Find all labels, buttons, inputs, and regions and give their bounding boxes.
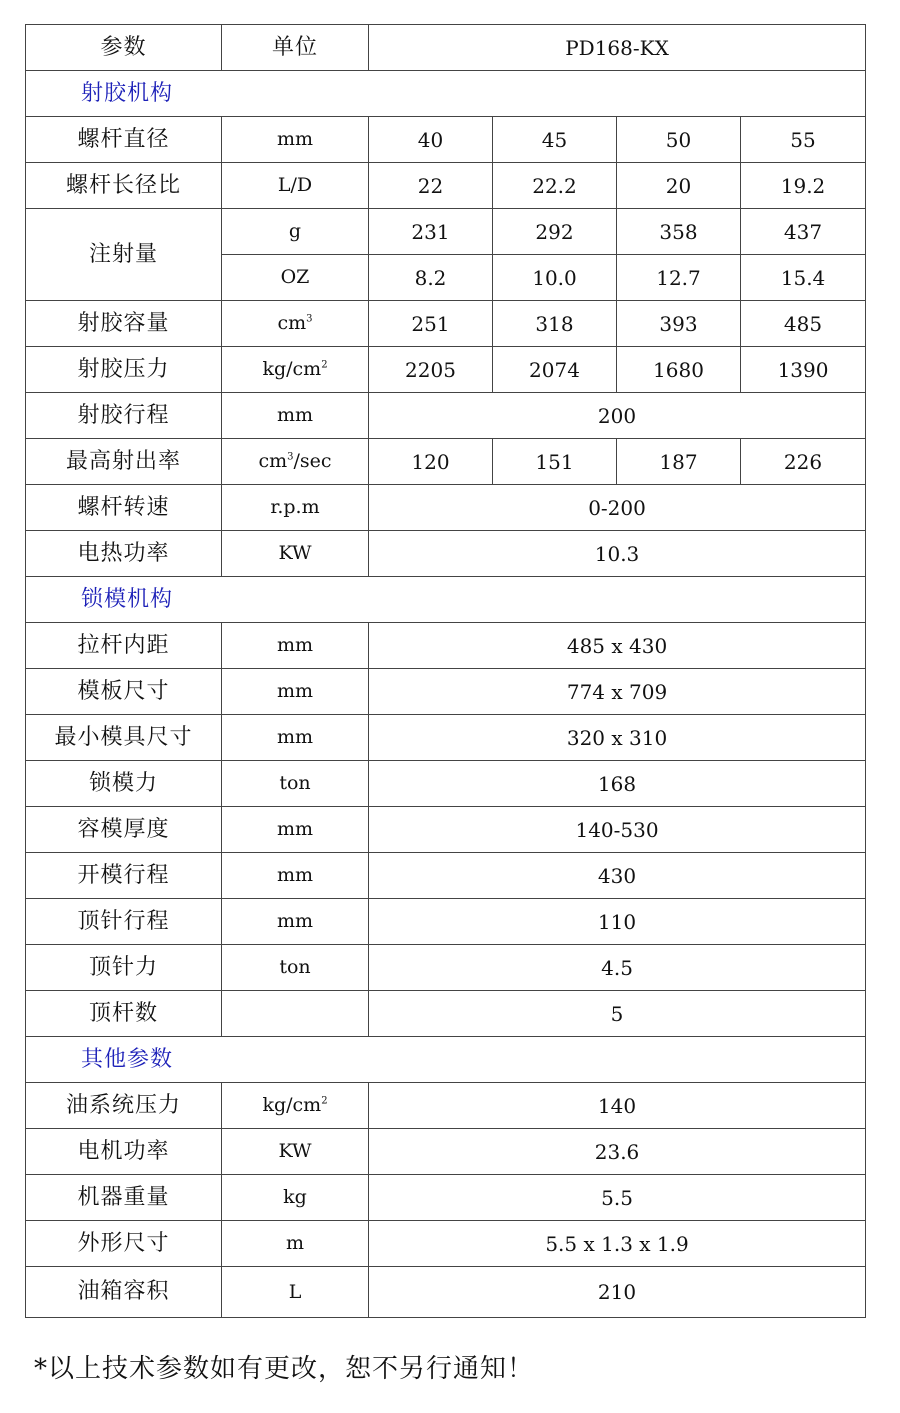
param-unit: r.p.m [222,485,369,531]
unit-base: kg/cm [262,1094,322,1116]
param-name: 外形尺寸 [26,1221,222,1267]
spec-table [25,24,866,1318]
param-value: 5.5 x 1.3 x 1.9 [369,1221,866,1267]
param-value: 320 x 310 [369,715,866,761]
footnote: *以上技术参数如有更改，恕不另行通知！ [34,1354,535,1384]
section-title-injection: 射胶机构 [26,71,866,117]
param-name: 油箱容积 [26,1267,222,1318]
param-value: 485 x 430 [369,623,866,669]
param-value: 19.2 [741,163,866,209]
table-row [26,209,866,255]
param-value: 437 [741,209,866,255]
param-value: 251 [369,301,493,347]
table-row [26,1221,866,1267]
param-value: 168 [369,761,866,807]
param-name: 拉杆内距 [26,623,222,669]
param-value: 20 [617,163,741,209]
table-row [26,1267,866,1318]
param-value: 15.4 [741,255,866,301]
param-unit: L [222,1267,369,1318]
table-row [26,945,866,991]
param-unit [222,439,369,485]
param-value: 226 [741,439,866,485]
param-value: 774 x 709 [369,669,866,715]
unit-tail: /sec [293,450,332,472]
param-name: 射胶压力 [26,347,222,393]
unit-base: cm [277,312,307,334]
param-unit: g [222,209,369,255]
table-row [26,347,866,393]
table-row [26,807,866,853]
param-value: 45 [493,117,617,163]
section-title-other: 其他参数 [26,1037,866,1083]
param-name: 最高射出率 [26,439,222,485]
param-value: 140 [369,1083,866,1129]
table-row [26,301,866,347]
section-row-injection [26,71,866,117]
param-unit [222,991,369,1037]
table-row [26,1175,866,1221]
param-value: 40 [369,117,493,163]
table-row [26,393,866,439]
param-name: 顶杆数 [26,991,222,1037]
param-value: 318 [493,301,617,347]
param-name: 注射量 [26,209,222,301]
param-value: 1680 [617,347,741,393]
table-row [26,623,866,669]
param-name: 顶针力 [26,945,222,991]
param-value: 5 [369,991,866,1037]
param-unit: mm [222,899,369,945]
param-value: 200 [369,393,866,439]
table-row [26,117,866,163]
param-value: 110 [369,899,866,945]
param-name: 电热功率 [26,531,222,577]
param-name: 射胶容量 [26,301,222,347]
param-value: 2205 [369,347,493,393]
param-unit: mm [222,807,369,853]
param-unit: mm [222,853,369,899]
param-value: 1390 [741,347,866,393]
param-name: 射胶行程 [26,393,222,439]
param-unit: kg [222,1175,369,1221]
param-name: 锁模力 [26,761,222,807]
param-name: 螺杆直径 [26,117,222,163]
table-row [26,531,866,577]
table-row [26,439,866,485]
unit-base: cm [258,450,288,472]
param-unit: KW [222,1129,369,1175]
table-row [26,761,866,807]
param-unit: ton [222,945,369,991]
param-name: 螺杆长径比 [26,163,222,209]
param-name: 开模行程 [26,853,222,899]
param-value: 358 [617,209,741,255]
param-unit: mm [222,623,369,669]
param-value: 292 [493,209,617,255]
param-unit [222,1083,369,1129]
param-name: 顶针行程 [26,899,222,945]
unit-superscript: 2 [321,359,328,371]
param-value: 0-200 [369,485,866,531]
header-row [26,25,866,71]
param-unit: mm [222,715,369,761]
table-row [26,1129,866,1175]
param-value: 8.2 [369,255,493,301]
param-value: 485 [741,301,866,347]
table-row [26,485,866,531]
table-row [26,853,866,899]
param-value: 23.6 [369,1129,866,1175]
header-model: PD168-KX [369,25,866,71]
param-name: 油系统压力 [26,1083,222,1129]
param-unit: mm [222,669,369,715]
param-unit: mm [222,393,369,439]
param-unit: ton [222,761,369,807]
section-row-other [26,1037,866,1083]
header-param: 参数 [26,25,222,71]
param-value: 210 [369,1267,866,1318]
param-unit: mm [222,117,369,163]
param-value: 393 [617,301,741,347]
param-value: 12.7 [617,255,741,301]
section-title-clamping: 锁模机构 [26,577,866,623]
param-unit: L/D [222,163,369,209]
param-value: 120 [369,439,493,485]
param-unit: KW [222,531,369,577]
table-row [26,669,866,715]
unit-superscript: 3 [287,451,294,463]
header-unit: 单位 [222,25,369,71]
param-value: 430 [369,853,866,899]
param-unit [222,301,369,347]
param-name: 模板尺寸 [26,669,222,715]
param-value: 231 [369,209,493,255]
unit-base: kg/cm [262,358,322,380]
unit-superscript: 3 [306,313,313,325]
table-row [26,715,866,761]
param-value: 2074 [493,347,617,393]
param-value: 55 [741,117,866,163]
param-value: 50 [617,117,741,163]
param-name: 最小模具尺寸 [26,715,222,761]
param-value: 10.0 [493,255,617,301]
param-name: 电机功率 [26,1129,222,1175]
param-value: 4.5 [369,945,866,991]
param-value: 140-530 [369,807,866,853]
unit-superscript: 2 [321,1095,328,1107]
section-row-clamping [26,577,866,623]
param-value: 10.3 [369,531,866,577]
param-name: 机器重量 [26,1175,222,1221]
param-unit [222,347,369,393]
param-value: 22 [369,163,493,209]
param-value: 151 [493,439,617,485]
table-row [26,1083,866,1129]
param-value: 5.5 [369,1175,866,1221]
table-row [26,991,866,1037]
param-value: 187 [617,439,741,485]
param-unit: m [222,1221,369,1267]
table-row [26,899,866,945]
param-unit: OZ [222,255,369,301]
param-name: 螺杆转速 [26,485,222,531]
param-value: 22.2 [493,163,617,209]
table-row [26,163,866,209]
param-name: 容模厚度 [26,807,222,853]
